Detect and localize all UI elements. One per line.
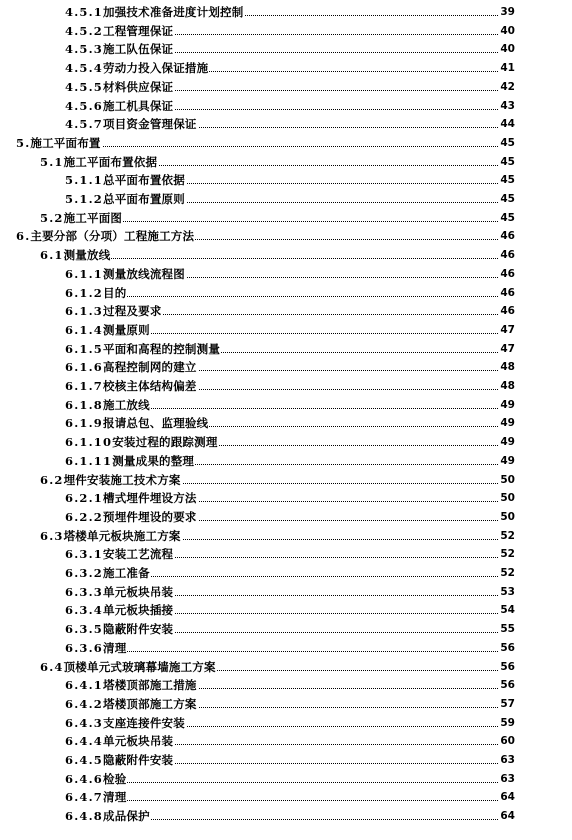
toc-entry[interactable] — [0, 40, 572, 58]
toc-entry-page-number: 46 — [499, 284, 515, 302]
toc-entry-title: 清理 — [103, 790, 127, 805]
dot-leader — [65, 782, 502, 783]
toc-entry-heading — [65, 321, 151, 339]
toc-entry-page-number: 45 — [499, 171, 515, 189]
toc-entry[interactable] — [0, 284, 572, 302]
toc-entry-heading — [65, 302, 163, 320]
toc-entry-page-number: 49 — [499, 414, 515, 432]
toc-entry-number: 6.1.7 — [65, 379, 104, 393]
toc-entry-heading — [65, 639, 127, 657]
toc-entry[interactable] — [0, 564, 572, 582]
toc-entry[interactable] — [0, 3, 572, 21]
toc-entry-page-number: 43 — [499, 97, 515, 115]
toc-entry[interactable] — [0, 321, 572, 339]
toc-entry-title: 安装工艺流程 — [103, 547, 174, 562]
toc-entry-title: 施工机具保证 — [103, 98, 174, 113]
toc-entry-title: 塔楼顶部施工方案 — [103, 696, 197, 711]
toc-entry-heading — [65, 78, 174, 96]
toc-entry-number: 6.1.6 — [65, 360, 104, 375]
toc-entry[interactable] — [0, 545, 572, 563]
toc-entry-title: 测量成果的整理 — [112, 453, 195, 468]
toc-entry-page-number: 52 — [499, 545, 515, 563]
toc-entry-heading — [65, 414, 209, 432]
toc-entry-number: 4.5.6 — [65, 98, 104, 113]
toc-entry-page-number: 56 — [499, 676, 515, 694]
toc-entry-number: 6.2.2 — [65, 509, 104, 524]
toc-entry-number: 6.3.2 — [65, 566, 104, 580]
toc-entry[interactable] — [0, 414, 572, 432]
toc-entry-number: 6.1.5 — [65, 341, 104, 356]
toc-entry-title: 塔楼单元板块施工方案 — [63, 528, 181, 543]
toc-entry-heading — [65, 340, 221, 358]
toc-entry-title: 过程及要求 — [103, 304, 162, 319]
toc-entry-page-number: 49 — [499, 433, 515, 451]
toc-entry-heading — [65, 489, 198, 507]
toc-entry-title: 报请总包、监理验线 — [103, 416, 209, 431]
toc-entry-title: 隐蔽附件安装 — [103, 753, 174, 767]
toc-entry-heading — [65, 732, 174, 750]
toc-entry-page-number: 41 — [499, 59, 515, 77]
toc-entry-page-number: 46 — [499, 246, 515, 264]
toc-entry[interactable] — [0, 695, 572, 713]
toc-entry[interactable] — [0, 452, 572, 470]
toc-entry-page-number: 42 — [499, 78, 515, 96]
toc-entry-number: 6.3 — [40, 528, 64, 543]
toc-entry[interactable] — [0, 489, 572, 507]
toc-entry-number: 6.3.5 — [65, 622, 104, 637]
toc-entry[interactable] — [0, 714, 572, 732]
toc-entry-heading — [65, 190, 186, 208]
toc-entry-number: 6.4.4 — [65, 734, 104, 749]
toc-entry-number: 4.5.1 — [65, 5, 104, 19]
toc-entry-page-number: 63 — [499, 770, 515, 788]
toc-entry-page-number: 53 — [499, 583, 515, 601]
toc-entry-page-number: 52 — [499, 527, 515, 545]
toc-entry[interactable] — [0, 639, 572, 657]
toc-entry-title: 施工平面图 — [63, 210, 123, 225]
toc-entry-heading — [65, 22, 174, 40]
toc-entry-page-number: 49 — [499, 452, 515, 470]
toc-entry-number: 5.2 — [40, 210, 64, 225]
toc-entry-number: 6.3.3 — [65, 584, 104, 599]
toc-entry-title: 埋件安装施工技术方案 — [63, 472, 181, 487]
toc-entry-page-number: 45 — [499, 153, 515, 171]
toc-entry[interactable] — [0, 97, 572, 115]
toc-entry-page-number: 50 — [499, 471, 515, 489]
toc-entry-heading — [40, 209, 123, 227]
toc-entry-heading — [65, 396, 151, 414]
toc-entry-page-number: 60 — [499, 732, 515, 750]
toc-entry[interactable] — [0, 190, 572, 208]
toc-entry[interactable] — [0, 751, 572, 769]
toc-entry-heading — [65, 545, 174, 563]
toc-entry-number: 4.5.7 — [65, 117, 104, 132]
toc-entry-title: 施工队伍保证 — [103, 42, 174, 57]
toc-entry-heading — [65, 40, 174, 58]
toc-entry[interactable] — [0, 676, 572, 694]
toc-entry-number: 6.1.9 — [65, 416, 104, 431]
toc-entry-title: 测量放线流程图 — [103, 266, 185, 281]
toc-entry-page-number: 45 — [499, 209, 515, 227]
toc-entry-heading — [40, 246, 111, 264]
toc-entry-number: 6.4.5 — [65, 753, 104, 767]
toc-entry[interactable] — [0, 770, 572, 788]
toc-entry-title: 高程控制网的建立 — [103, 360, 197, 375]
toc-entry[interactable] — [0, 265, 572, 283]
toc-entry-title: 项目资金管理保证 — [103, 117, 197, 132]
toc-entry-heading — [65, 807, 151, 825]
toc-entry-heading — [65, 564, 151, 582]
toc-entry[interactable] — [0, 601, 572, 619]
toc-entry-number: 6.4.2 — [65, 696, 104, 711]
toc-entry-number: 4.5.4 — [65, 61, 104, 76]
toc-entry-heading — [65, 601, 174, 619]
toc-entry-title: 单元板块吊装 — [103, 734, 174, 749]
toc-entry-title: 劳动力投入保证措施 — [103, 61, 209, 76]
toc-entry-page-number: 56 — [499, 639, 515, 657]
toc-entry-number: 5. — [16, 135, 31, 150]
toc-entry-heading — [40, 527, 182, 545]
toc-entry-heading — [65, 115, 198, 133]
toc-entry-title: 材料供应保证 — [103, 79, 174, 94]
toc-entry-heading — [65, 788, 127, 806]
toc-entry[interactable] — [0, 115, 572, 133]
toc-entry[interactable] — [0, 396, 572, 414]
toc-entry-heading — [65, 508, 198, 526]
toc-entry[interactable] — [0, 807, 572, 825]
toc-entry-heading — [65, 452, 195, 470]
toc-entry-page-number: 55 — [499, 620, 515, 638]
toc-entry-number: 6.4 — [40, 659, 64, 674]
dot-leader — [65, 800, 502, 801]
toc-entry-title: 检验 — [103, 771, 127, 786]
toc-entry-title: 加强技术准备进度计划控制 — [103, 5, 244, 19]
toc-entry-page-number: 50 — [499, 489, 515, 507]
toc-entry-number: 6.4.3 — [65, 715, 104, 730]
toc-entry-title: 槽式埋件埋设方法 — [103, 491, 197, 506]
toc-entry-title: 成品保护 — [103, 809, 150, 824]
toc-entry-heading — [65, 284, 127, 302]
toc-entry-title: 目的 — [103, 285, 127, 300]
toc-entry[interactable] — [0, 227, 572, 245]
toc-entry-page-number: 64 — [499, 807, 515, 825]
toc-entry-title: 清理 — [103, 640, 127, 655]
toc-entry-number: 5.1.2 — [65, 192, 104, 206]
toc-entry-title: 施工平面布置依据 — [63, 154, 158, 169]
toc-entry-page-number: 49 — [499, 396, 515, 414]
toc-entry-page-number: 46 — [499, 302, 515, 320]
toc-entry-page-number: 48 — [499, 358, 515, 376]
toc-entry-title: 单元板块吊装 — [103, 584, 174, 599]
toc-entry-number: 6.1 — [40, 248, 64, 263]
toc-entry-page-number: 50 — [499, 508, 515, 526]
toc-entry[interactable] — [0, 620, 572, 638]
toc-entry-number: 6.1.8 — [65, 397, 104, 412]
toc-entry-title: 隐蔽附件安装 — [103, 622, 174, 637]
toc-entry-title: 校核主体结构偏差 — [103, 379, 197, 393]
dot-leader — [65, 651, 502, 652]
toc-entry-page-number: 39 — [499, 3, 515, 21]
toc-entry-title: 单元板块插接 — [103, 603, 174, 618]
toc-entry-heading — [40, 153, 158, 171]
toc-entry-page-number: 46 — [499, 265, 515, 283]
toc-entry[interactable] — [0, 22, 572, 40]
toc-entry-heading — [65, 714, 186, 732]
toc-entry-number: 6.1.1 — [65, 266, 104, 281]
toc-entry-page-number: 47 — [499, 321, 515, 339]
toc-entry-heading — [65, 770, 127, 788]
toc-entry-title: 施工平面布置 — [30, 135, 101, 150]
toc-entry-page-number: 45 — [499, 134, 515, 152]
toc-entry-number: 6.2.1 — [65, 491, 104, 506]
toc-entry-heading — [16, 227, 195, 245]
toc-entry-heading — [40, 471, 182, 489]
toc-entry-heading — [65, 676, 198, 694]
toc-entry-page-number: 45 — [499, 190, 515, 208]
toc-entry-number: 4.5.2 — [65, 23, 104, 38]
toc-entry-number: 6. — [16, 229, 31, 244]
toc-entry-page-number: 44 — [499, 115, 515, 133]
toc-entry-number: 6.3.1 — [65, 547, 104, 562]
toc-entry[interactable] — [0, 78, 572, 96]
toc-entry[interactable] — [0, 358, 572, 376]
toc-entry-page-number: 59 — [499, 714, 515, 732]
toc-entry-heading — [40, 658, 217, 676]
toc-entry[interactable] — [0, 788, 572, 806]
toc-entry-number: 4.5.5 — [65, 79, 104, 94]
toc-entry-number: 6.2 — [40, 472, 64, 487]
toc-entry-page-number: 47 — [499, 340, 515, 358]
toc-entry[interactable] — [0, 340, 572, 358]
toc-entry-number: 6.4.7 — [65, 790, 104, 805]
toc-entry-heading — [65, 358, 198, 376]
toc-entry-title: 施工放线 — [103, 397, 150, 412]
toc-entry-number: 5.1 — [40, 154, 64, 169]
toc-entry-heading — [65, 3, 244, 21]
toc-entry-heading — [65, 433, 219, 451]
toc-entry-heading — [65, 583, 174, 601]
toc-entry-heading — [65, 59, 209, 77]
toc-entry[interactable] — [0, 377, 572, 395]
toc-entry-page-number: 56 — [499, 658, 515, 676]
toc-entry-page-number: 54 — [499, 601, 515, 619]
dot-leader — [65, 296, 502, 297]
toc-entry-title: 总平面布置原则 — [103, 192, 185, 206]
toc-entry-title: 主要分部（分项）工程施工方法 — [30, 229, 195, 244]
toc-entry-heading — [65, 695, 198, 713]
toc-entry[interactable] — [0, 209, 572, 227]
toc-entry-number: 6.4.6 — [65, 771, 104, 786]
toc-entry-number: 6.1.2 — [65, 285, 104, 300]
toc-entry-heading — [16, 134, 102, 152]
toc-entry[interactable] — [0, 246, 572, 264]
toc-entry-page-number: 52 — [499, 564, 515, 582]
toc-entry-heading — [65, 97, 174, 115]
toc-entry-number: 6.1.4 — [65, 322, 104, 337]
toc-entry[interactable] — [0, 583, 572, 601]
toc-entry[interactable] — [0, 59, 572, 77]
toc-entry-title: 总平面布置依据 — [103, 173, 185, 188]
toc-entry-title: 工程管理保证 — [103, 23, 174, 38]
toc-entry-page-number: 64 — [499, 788, 515, 806]
toc-entry-heading — [65, 377, 198, 395]
toc-entry-heading — [65, 171, 186, 189]
toc-entry[interactable] — [0, 732, 572, 750]
toc-entry-number: 5.1.1 — [65, 173, 104, 188]
toc-entry-number: 6.1.11 — [65, 453, 113, 468]
toc-entry[interactable] — [0, 658, 572, 676]
toc-entry[interactable] — [0, 171, 572, 189]
toc-entry-title: 平面和高程的控制测量 — [103, 341, 221, 356]
toc-entry-number: 6.1.3 — [65, 304, 104, 319]
toc-entry-page-number: 46 — [499, 227, 515, 245]
toc-entry-number: 6.4.1 — [65, 678, 104, 693]
toc-entry[interactable] — [0, 508, 572, 526]
toc-entry[interactable] — [0, 433, 572, 451]
toc-entry-page-number: 48 — [499, 377, 515, 395]
toc-entry-page-number: 40 — [499, 40, 515, 58]
toc-entry-title: 安装过程的跟踪测理 — [112, 435, 218, 450]
toc-entry-number: 6.4.8 — [65, 809, 104, 824]
toc-entry[interactable] — [0, 134, 572, 152]
toc-entry-title: 塔楼顶部施工措施 — [103, 678, 197, 693]
toc-entry[interactable] — [0, 302, 572, 320]
toc-entry[interactable] — [0, 153, 572, 171]
toc-entry-heading — [65, 620, 174, 638]
toc-entry-title: 顶楼单元式玻璃幕墙施工方案 — [63, 659, 216, 674]
toc-entry-number: 6.3.6 — [65, 640, 104, 655]
toc-entry-page-number: 57 — [499, 695, 515, 713]
toc-entry-number: 6.1.10 — [65, 435, 113, 450]
toc-entry-page-number: 63 — [499, 751, 515, 769]
toc-entry[interactable] — [0, 471, 572, 489]
toc-entry-title: 施工准备 — [103, 566, 150, 580]
toc-entry-title: 测量放线 — [63, 248, 111, 263]
toc-entry-number: 4.5.3 — [65, 42, 104, 57]
toc-entry-number: 6.3.4 — [65, 603, 104, 618]
toc-entry-page-number: 40 — [499, 22, 515, 40]
toc-entry-title: 支座连接件安装 — [103, 715, 185, 730]
toc-entry-heading — [65, 751, 174, 769]
toc-entry[interactable] — [0, 527, 572, 545]
toc-entry-title: 测量原则 — [103, 322, 150, 337]
toc-entry-heading — [65, 265, 186, 283]
toc-entry-title: 预埋件埋设的要求 — [103, 509, 197, 524]
